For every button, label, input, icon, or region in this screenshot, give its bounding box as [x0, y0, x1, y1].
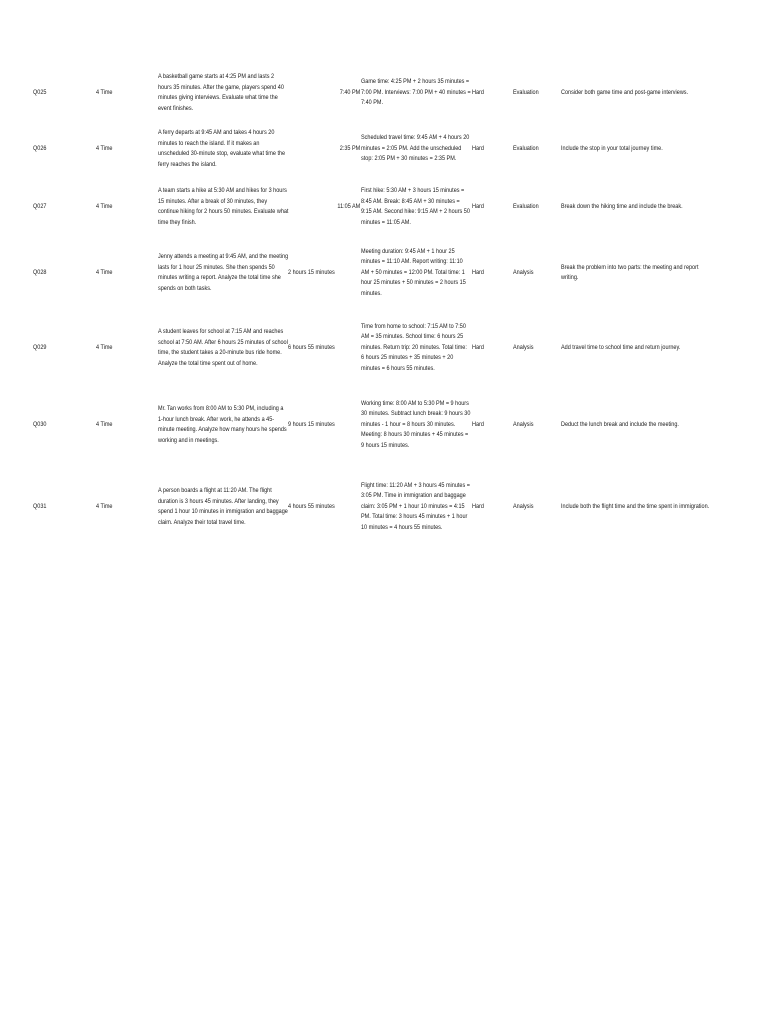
difficulty-cell: Hard — [472, 502, 484, 510]
hint-cell: Break the problem into two parts: the meeting and report writing. — [561, 263, 699, 281]
hint-cell: Include the stop in your total journey time. — [561, 144, 663, 152]
table-row — [0, 70, 768, 116]
question-id-cell: Q029 — [33, 343, 47, 351]
table-row — [0, 468, 768, 546]
answer-cell: 4 hours 55 minutes — [288, 502, 335, 510]
difficulty-cell: Hard — [472, 144, 484, 152]
topic-cell: 4 Time — [96, 144, 113, 152]
difficulty-cell: Hard — [472, 343, 484, 351]
question-cell: A person boards a flight at 11:20 AM. The flight duration is 3 hours 45 minutes. After landing, they spend 1 hour 10 minutes in immigration and baggage claim. Analyze their total travel time. — [158, 487, 288, 526]
solution-cell: Working time: 8:00 AM to 5:30 PM = 9 hours 30 minutes. Subtract lunch break: 9 hours 30 minutes - 1 hour = 8 hours 30 minutes. Meeting: 8 hours 30 minutes + 45 minutes = 9 hours 15 minutes. — [361, 399, 471, 449]
table-row — [0, 240, 768, 306]
answer-cell: 2:35 PM — [339, 144, 361, 152]
question-cell: Jenny attends a meeting at 9:45 AM, and the meeting lasts for 1 hour 25 minutes. She then spends 50 minutes writing a report. Analyze the total time she spends on both tasks. — [158, 253, 289, 292]
topic-cell: 4 Time — [96, 268, 113, 276]
answer-cell: 7:40 PM — [339, 88, 361, 96]
difficulty-cell: Hard — [472, 420, 484, 428]
question-id-cell: Q028 — [33, 268, 47, 276]
difficulty-cell: Hard — [472, 202, 484, 210]
topic-cell: 4 Time — [96, 502, 113, 510]
solution-cell: Meeting duration: 9:45 AM + 1 hour 25 minutes = 11:10 AM. Report writing: 11:10 AM + 50 minutes = 12:00 PM. Total time: 1 hour 25 minutes + 50 minutes = 2 hours 15 minutes. — [361, 247, 466, 297]
answer-cell: 2 hours 15 minutes — [288, 268, 335, 276]
solution-cell: Flight time: 11:20 AM + 3 hours 45 minutes = 3:05 PM. Time in immigration and baggage claim: 3:05 PM + 1 hour 10 minutes = 4:15 PM. Total time: 3 hours 45 minutes + 1 hour 10 minutes = 4 hours 55 minutes. — [361, 481, 470, 531]
solution-cell: Game time: 4:25 PM + 2 hours 35 minutes = 7:00 PM. Interviews: 7:00 PM + 40 minutes = 7:40 PM. — [361, 78, 471, 107]
difficulty-cell: Hard — [472, 88, 484, 96]
question-id-cell: Q025 — [33, 88, 47, 96]
solution-cell: First hike: 5:30 AM + 3 hours 15 minutes = 8:45 AM. Break: 8:45 AM + 30 minutes = 9:15 AM. Second hike: 9:15 AM + 2 hours 50 minutes = 11:05 AM. — [361, 187, 470, 226]
question-id-cell: Q026 — [33, 144, 47, 152]
table-row — [0, 178, 768, 236]
difficulty-cell: Hard — [472, 268, 484, 276]
hint-cell: Include both the flight time and the time spent in immigration. — [561, 502, 710, 510]
question-cell: Mr. Tan works from 8:00 AM to 5:30 PM, including a 1-hour lunch break. After work, he attends a 45-minute meeting. Analyze how many hours he spends working and in meetings. — [158, 405, 287, 444]
topic-cell: 4 Time — [96, 202, 113, 210]
question-type-cell: Evaluation — [513, 88, 539, 96]
question-type-cell: Evaluation — [513, 202, 539, 210]
question-type-cell: Analysis — [513, 343, 534, 351]
question-cell: A basketball game starts at 4:25 PM and lasts 2 hours 35 minutes. After the game, players spend 40 minutes giving interviews. Evaluate what time the event finishes. — [158, 73, 284, 112]
topic-cell: 4 Time — [96, 420, 113, 428]
table-row — [0, 388, 768, 462]
answer-cell: 9 hours 15 minutes — [288, 420, 335, 428]
question-type-cell: Analysis — [513, 420, 534, 428]
question-cell: A student leaves for school at 7:15 AM and reaches school at 7:50 AM. After 6 hours 25 minutes of school time, the student takes a 20-minute bus ride home. Analyze the total time spent out of home. — [158, 328, 288, 367]
question-id-cell: Q027 — [33, 202, 47, 210]
solution-cell: Time from home to school: 7:15 AM to 7:50 AM = 35 minutes. School time: 6 hours 25 minutes. Return trip: 20 minutes. Total time: 6 hours 25 minutes + 35 minutes + 20 minutes = 6 hours 55 minutes. — [361, 322, 467, 372]
question-type-cell: Evaluation — [513, 144, 539, 152]
topic-cell: 4 Time — [96, 343, 113, 351]
question-id-cell: Q030 — [33, 420, 47, 428]
table-row — [0, 122, 768, 176]
question-type-cell: Analysis — [513, 502, 534, 510]
question-type-cell: Analysis — [513, 268, 534, 276]
hint-cell: Break down the hiking time and include the break. — [561, 202, 683, 210]
question-cell: A ferry departs at 9:45 AM and takes 4 hours 20 minutes to reach the island. If it makes an unscheduled 30-minute stop, evaluate what time the ferry reaches the island. — [158, 129, 286, 168]
question-id-cell: Q031 — [33, 502, 47, 510]
hint-cell: Add travel time to school time and return journey. — [561, 343, 681, 351]
table-row — [0, 312, 768, 384]
solution-cell: Scheduled travel time: 9:45 AM + 4 hours 20 minutes = 2:05 PM. Add the unscheduled stop: 2:05 PM + 30 minutes = 2:35 PM. — [361, 134, 470, 163]
hint-cell: Consider both game time and post-game interviews. — [561, 88, 689, 96]
question-cell: A team starts a hike at 5:30 AM and hikes for 3 hours 15 minutes. After a break of 30 minutes, they continue hiking for 2 hours 50 minutes. Evaluate what time they finish. — [158, 187, 289, 226]
topic-cell: 4 Time — [96, 88, 113, 96]
answer-cell: 11:05 AM — [337, 202, 361, 210]
answer-cell: 6 hours 55 minutes — [288, 343, 335, 351]
hint-cell: Deduct the lunch break and include the meeting. — [561, 420, 679, 428]
